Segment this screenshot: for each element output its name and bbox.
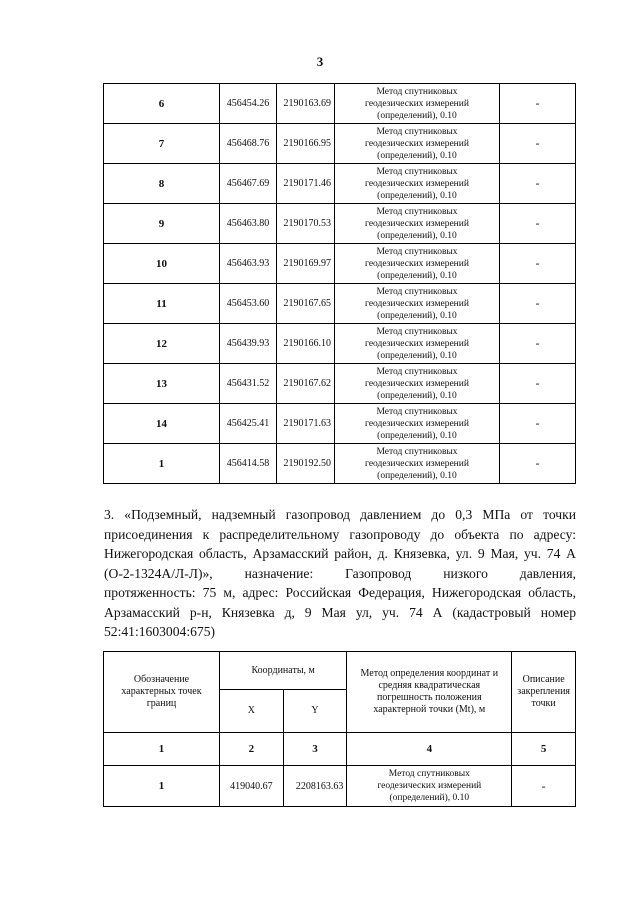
cell-y: 2208163.63 — [283, 766, 347, 807]
cell-description: - — [500, 284, 576, 324]
cell-x: 456425.41 — [220, 404, 277, 444]
paragraph-line: Арзамасский р-н, Князевка д, 9 Мая ул, уч. 74 А (кадастровый номер — [104, 604, 576, 620]
coordinates-table — [103, 83, 576, 484]
column-number: 2 — [220, 733, 284, 766]
cell-method: Метод спутниковых геодезических измерений (определений), 0.10 — [335, 444, 500, 484]
cell-y: 2190166.95 — [277, 124, 335, 164]
column-number: 4 — [347, 733, 512, 766]
cell-description: - — [500, 244, 576, 284]
cell-x: 456439.93 — [220, 324, 277, 364]
cell-method: Метод спутниковых геодезических измерений (определений), 0.10 — [335, 404, 500, 444]
cell-x: 456467.69 — [220, 164, 277, 204]
cell-y: 2190163.69 — [277, 84, 335, 124]
table-row — [104, 84, 576, 124]
cell-x: 456468.76 — [220, 124, 277, 164]
cell-description: - — [500, 324, 576, 364]
cell-description: - — [500, 404, 576, 444]
cell-point: 11 — [104, 284, 220, 324]
cell-point: 14 — [104, 404, 220, 444]
table-row — [104, 444, 576, 484]
table-row — [104, 244, 576, 284]
cell-description: - — [500, 164, 576, 204]
header-point-designation: Обозначение характерных точек границ — [104, 652, 220, 733]
header-y: Y — [283, 690, 347, 733]
cell-x: 456431.52 — [220, 364, 277, 404]
cell-point: 13 — [104, 364, 220, 404]
cell-description: - — [500, 364, 576, 404]
table-row — [104, 324, 576, 364]
cell-method: Метод спутниковых геодезических измерений (определений), 0.10 — [335, 324, 500, 364]
column-number: 3 — [283, 733, 347, 766]
header-x: X — [220, 690, 284, 733]
cell-description: - — [500, 124, 576, 164]
paragraph-line: 3. «Подземный, надземный газопровод давлением до 0,3 МПа от точки — [104, 507, 576, 522]
cell-method: Метод спутниковых геодезических измерений (определений), 0.10 — [335, 364, 500, 404]
paragraph-line: 52:41:1603004:675) — [104, 624, 216, 639]
column-number: 5 — [512, 733, 576, 766]
cell-method: Метод спутниковых геодезических измерений (определений), 0.10 — [335, 244, 500, 284]
cell-method: Метод спутниковых геодезических измерений (определений), 0.10 — [335, 84, 500, 124]
header-coordinates: Координаты, м — [220, 652, 347, 690]
cell-y: 2190167.65 — [277, 284, 335, 324]
paragraph-line: протяженность: 75 м, адрес: Российская Федерация, Нижегородская область, — [104, 585, 576, 600]
cell-x: 419040.67 — [220, 766, 284, 807]
cell-description: - — [512, 766, 576, 807]
table-row — [104, 284, 576, 324]
cell-method: Метод спутниковых геодезических измерений (определений), 0.10 — [335, 164, 500, 204]
cell-point: 1 — [104, 444, 220, 484]
cell-method: Метод спутниковых геодезических измерений (определений), 0.10 — [335, 284, 500, 324]
page-number: 3 — [316, 54, 324, 69]
paragraph-line: присоединения к распределительному газопроводу до объекта по адресу: — [104, 526, 576, 542]
cell-y: 2190171.63 — [277, 404, 335, 444]
cell-x: 456454.26 — [220, 84, 277, 124]
cell-y: 2190171.46 — [277, 164, 335, 204]
object-description-paragraph — [104, 505, 576, 642]
cell-x: 456463.93 — [220, 244, 277, 284]
column-number: 1 — [104, 733, 220, 766]
cell-x: 456463.80 — [220, 204, 277, 244]
paragraph-line: Нижегородская область, Арзамасский район, д. Князевка, ул. 9 Мая, уч. 74 А — [104, 546, 576, 561]
cell-method: Метод спутниковых геодезических измерений (определений), 0.10 — [335, 204, 500, 244]
table-row — [104, 404, 576, 444]
table-row — [104, 164, 576, 204]
cell-y: 2190192.50 — [277, 444, 335, 484]
cell-y: 2190170.53 — [277, 204, 335, 244]
header-method: Метод определения координат и средняя квадратическая погрешность положения характерной точки (Mt), м — [347, 652, 512, 733]
cell-point: 6 — [104, 84, 220, 124]
cell-point: 8 — [104, 164, 220, 204]
paragraph-line: (О-2-1324А/Л-Л)», назначение: Газопровод низкого давления, — [104, 565, 576, 581]
cell-method: Метод спутниковых геодезических измерений (определений), 0.10 — [347, 766, 512, 807]
cell-x: 456453.60 — [220, 284, 277, 324]
cell-x: 456414.58 — [220, 444, 277, 484]
cell-description: - — [500, 444, 576, 484]
cell-y: 2190169.97 — [277, 244, 335, 284]
cell-point: 12 — [104, 324, 220, 364]
cell-point: 7 — [104, 124, 220, 164]
cell-description: - — [500, 204, 576, 244]
table-row — [104, 204, 576, 244]
cell-y: 2190166.10 — [277, 324, 335, 364]
cell-point: 1 — [104, 766, 220, 807]
cell-point: 10 — [104, 244, 220, 284]
table-row — [104, 124, 576, 164]
header-fixation-description: Описание закрепления точки — [512, 652, 576, 733]
table-row — [104, 364, 576, 404]
cell-description: - — [500, 84, 576, 124]
cell-method: Метод спутниковых геодезических измерений (определений), 0.10 — [335, 124, 500, 164]
table-row — [104, 766, 576, 807]
cell-point: 9 — [104, 204, 220, 244]
boundary-points-table — [103, 651, 576, 807]
cell-y: 2190167.62 — [277, 364, 335, 404]
